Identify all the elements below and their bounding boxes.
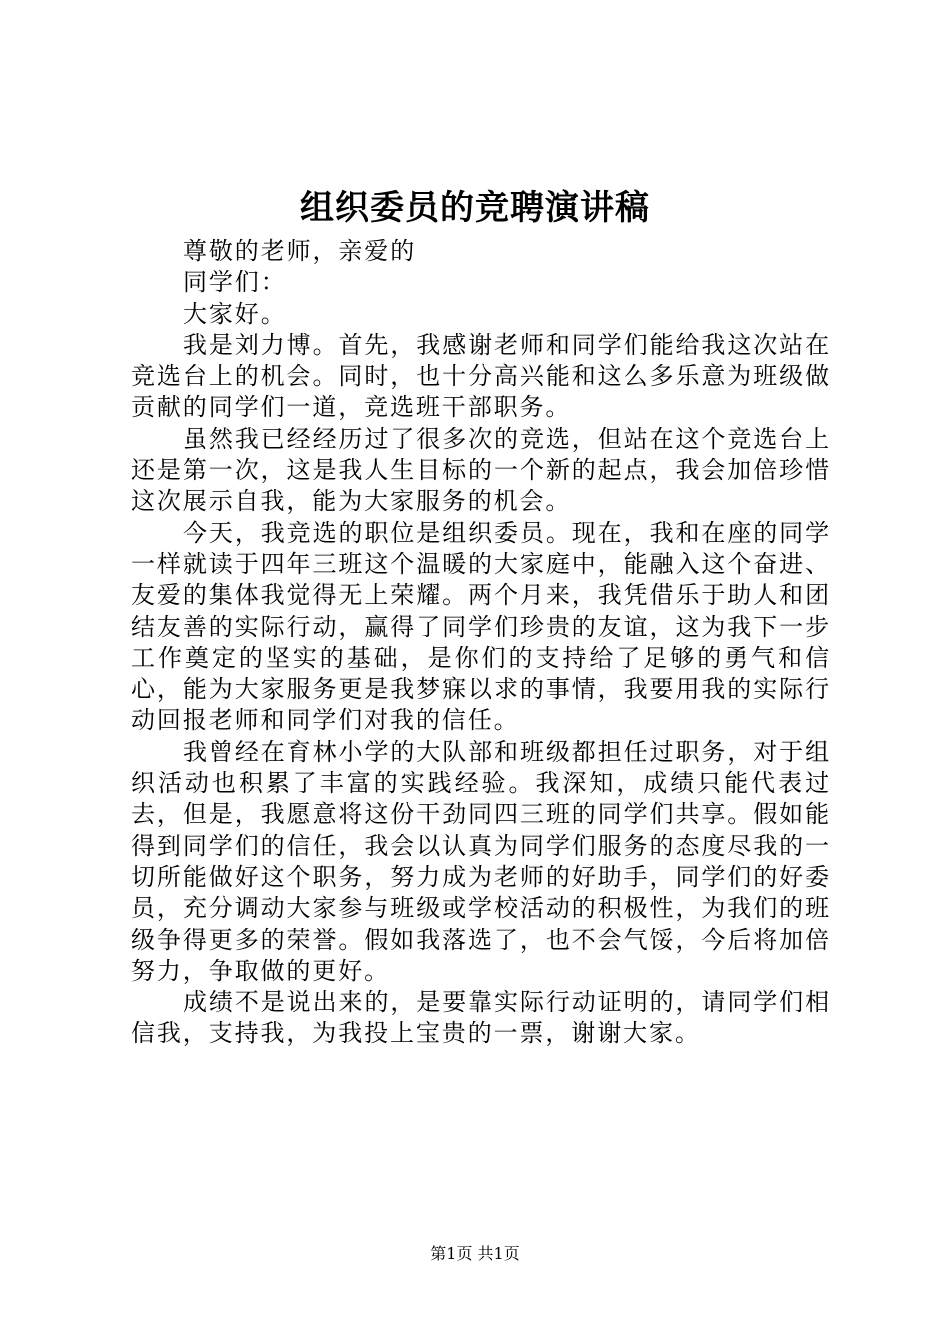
paragraph-introduction: 我是刘力博。首先，我感谢老师和同学们能给我这次站在竞选台上的机会。同时，也十分高兴能和这么多乐意为班级做贡献的同学们一道，竞选班干部职务。	[131, 330, 831, 422]
document-title: 组织委员的竞聘演讲稿	[300, 188, 650, 228]
salutation-line-2: 同学们：	[183, 268, 287, 297]
greeting-line: 大家好。	[183, 299, 287, 328]
salutation-line-1: 尊敬的老师，亲爱的	[183, 237, 417, 265]
paragraph-experience: 我曾经在育林小学的大队部和班级都担任过职务，对于组织活动也积累了丰富的实践经验。我深知，成绩只能代表过去，但是，我愿意将这份干劲同四三班的同学们共享。假如能得到同学们的信任，我会以认真为同学们服务的态度尽我的一切所能做好这个职务，努力成为老师的好助手，同学们的好委员，充分调动大家参与班级或学校活动的积极性，为我们的班级争得更多的荣誉。假如我落选了，也不会气馁，今后将加倍努力，争取做的更好。	[131, 737, 831, 985]
document-body	[131, 236, 831, 1050]
paragraph-closing: 成绩不是说出来的，是要靠实际行动证明的，请同学们相信我，支持我，为我投上宝贵的一票，谢谢大家。	[131, 988, 831, 1048]
page-footer: 第1页 共1页	[430, 1244, 520, 1263]
paragraph-first-time: 虽然我已经经历过了很多次的竞选，但站在这个竞选台上还是第一次，这是我人生目标的一个新的起点，我会加倍珍惜这次展示自我，能为大家服务的机会。	[131, 424, 831, 516]
paragraph-position: 今天，我竞选的职位是组织委员。现在，我和在座的同学一样就读于四年三班这个温暖的大家庭中，能融入这个奋进、友爱的集体我觉得无上荣耀。两个月来，我凭借乐于助人和团结友善的实际行动，赢得了同学们珍贵的友谊，这为我下一步工作奠定的坚实的基础，是你们的支持给了足够的勇气和信心，能为大家服务更是我梦寐以求的事情，我要用我的实际行动回报老师和同学们对我的信任。	[131, 518, 831, 735]
